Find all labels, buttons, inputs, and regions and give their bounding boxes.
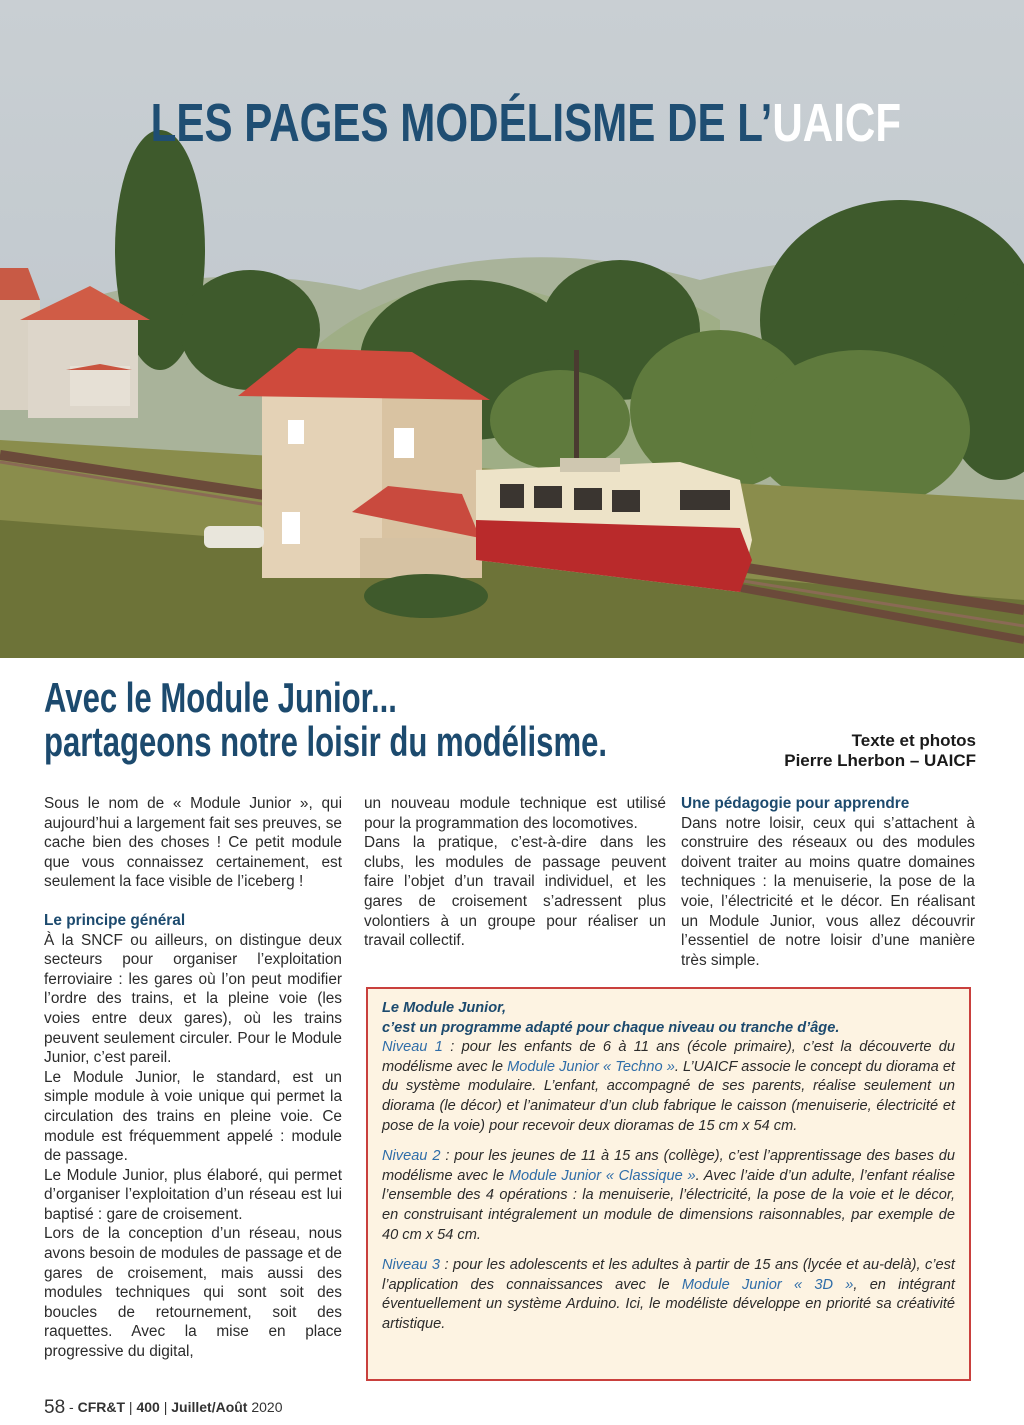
box-heading-line-1: Le Module Junior,	[382, 1000, 507, 1016]
page-footer	[44, 1397, 283, 1419]
byline-line-2: Pierre Lherbon – UAICF	[784, 751, 976, 770]
section-title-accent: UAICF	[772, 93, 902, 153]
level-2-text: : pour les jeunes de 11 à 15 ans (collège), c’est l’apprentissage des bases du modélisme avec le	[382, 1148, 955, 1184]
section-title-main: LES PAGES MODÉLISME DE L’	[150, 93, 773, 153]
paragraph: Le Module Junior, plus élaboré, qui permet d’organiser l’exploitation d’un réseau est lui baptisé : gare de croisement.	[44, 1166, 342, 1223]
level-3-text: : pour les adolescents et les adultes à partir de 15 ans (lycée et au-delà), c’est l’application des connaissances avec le	[382, 1257, 955, 1293]
issue-period: Juillet/Août	[171, 1399, 248, 1415]
level-1-text: . L’UAICF associe le concept du diorama et du système modulaire. L’enfant, accompagné de ses parents, réalise seulement un diorama (le décor) et l’animateur d’un club fabrique le caisson (menuiserie, électricité et pose de la voie) pour recevoir deux dioramas de 15 cm x 54 cm.	[382, 1058, 955, 1134]
level-2-text: . Avec l’aide d’un adulte, l’enfant réalise l’ensemble des 4 opérations : la menuiserie, l’électricité, la pose de la voie et le décor, en construisant intégralement un module de dimensions raisonnables, par exemple de 40 cm x 54 cm.	[382, 1167, 955, 1243]
article-headline	[44, 676, 607, 764]
magazine-name: CFR&T	[77, 1399, 126, 1415]
hero-photo	[0, 0, 1024, 658]
page-number: 58	[44, 1397, 66, 1418]
article-column-1	[44, 794, 342, 1362]
paragraph: À la SNCF ou ailleurs, on distingue deux secteurs pour organiser l’exploitation ferroviaire : les gares où l’on peut modifier l’ordre des trains, et la pleine voie (les voies entre deux gares), où les trains peuvent seulement circuler. Pour le Module Junior, c’est pareil.	[44, 931, 342, 1067]
footer-separator: |	[125, 1399, 137, 1415]
footer-separator: |	[159, 1399, 172, 1415]
module-classique-link: Module Junior « Classique »	[508, 1167, 696, 1184]
level-3-paragraph	[382, 1256, 955, 1334]
article-column-2	[364, 794, 666, 951]
level-1-paragraph	[382, 1038, 955, 1136]
footer-separator: -	[65, 1399, 78, 1415]
level-3-label: Niveau 3	[382, 1257, 440, 1274]
box-heading-line-2: c’est un programme adapté pour chaque niveau ou tranche d’âge.	[382, 1019, 840, 1036]
level-2-paragraph	[382, 1147, 955, 1245]
info-box	[366, 987, 971, 1381]
headline-line-1: Avec le Module Junior...	[44, 674, 397, 721]
headline-line-2: partageons notre loisir du modélisme.	[44, 718, 608, 765]
intro-paragraph: Sous le nom de « Module Junior », qui aujourd’hui a largement fait ses preuves, se cache bien des choses ! Ce petit module que vous connaissez certainement, est seulement la face visible de l’iceberg !	[44, 795, 342, 891]
article-column-3	[681, 794, 975, 970]
module-3d-link: Module Junior « 3D »	[681, 1276, 854, 1293]
paragraph: Dans la pratique, c’est-à-dire dans les clubs, les modules de passage peuvent faire l’objet d’un travail individuel, et les gares de croisement s’adressent plus volontiers à un groupe pour réaliser un travail collectif.	[364, 834, 666, 950]
subhead-pedagogie: Une pédagogie pour apprendre	[681, 795, 910, 812]
paragraph: Lors de la conception d’un réseau, nous avons besoin de modules de passage et de gares de croisement, mais aussi des modules techniques qui sont soit des boucles de retournement, soit des raquettes. Avec la mise en place progressive du digital,	[44, 1225, 342, 1361]
level-3-text: , en intégrant éventuellement un système Arduino. Ici, le modéliste développe en priorité sa créativité artistique.	[382, 1276, 955, 1332]
issue-number: 400	[136, 1399, 160, 1415]
page-section-title	[127, 92, 926, 154]
level-1-text: : pour les enfants de 6 à 11 ans (école primaire), c’est la découverte du modélisme avec le	[382, 1039, 955, 1075]
module-techno-link: Module Junior « Techno »	[507, 1058, 675, 1075]
issue-year: 2020	[247, 1399, 283, 1415]
paragraph: un nouveau module technique est utilisé pour la programmation des locomotives.	[364, 795, 666, 832]
paragraph: Le Module Junior, le standard, est un simple module à voie unique qui permet la circulation des trains en pleine voie. Ce module est fréquemment appelé : module de passage.	[44, 1068, 342, 1165]
byline-line-1: Texte et photos	[851, 731, 976, 750]
subhead-principe: Le principe général	[44, 911, 186, 929]
level-2-label: Niveau 2	[382, 1148, 441, 1165]
paragraph: Dans notre loisir, ceux qui s’attachent à construire des réseaux ou des modules doivent traiter au moins quatre domaines techniques : la menuiserie, la pose de la voie, l’électricité et le décor. En réalisant un Module Junior, vous allez découvrir l’essentiel de notre loisir d’une manière très simple.	[681, 814, 975, 969]
article-byline	[784, 731, 976, 771]
level-1-label: Niveau 1	[382, 1039, 443, 1056]
